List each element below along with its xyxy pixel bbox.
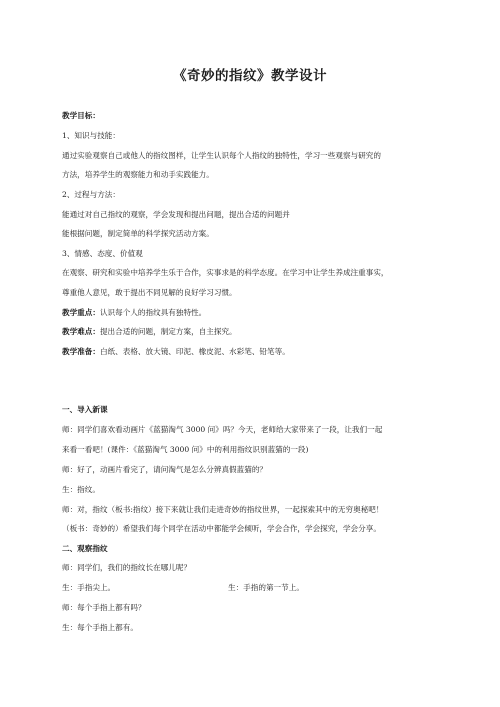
- teaching-difficulty: [62, 327, 237, 337]
- teaching-difficulty-text: 提出合适的问题，制定方案，自主探究。: [99, 327, 237, 336]
- section1-para1-line2: 来看一看吧！(课件：《蓝猫淘气 3000 问》中的利用指纹识别蓝猫的一段): [62, 445, 309, 454]
- section2-para3: 师：每个手指上都有吗？: [62, 603, 146, 612]
- teaching-preparation: [62, 347, 290, 357]
- section1-para4-line1: 师：对，指纹（板书:指纹）接下来就让我们走进奇妙的指纹世界，一起探索其中的无穷奥秘吧！: [62, 505, 384, 514]
- section1-para3: 生：指纹。: [62, 485, 100, 494]
- section2-para1: 师：同学们，我们的指纹长在哪儿呢？: [62, 563, 192, 572]
- section1-para4-line2: （板书：奇妙的）希望我们每个同学在活动中都能学会倾听，学会合作，学会探究，学会分享。: [62, 524, 381, 533]
- goals-heading: 教学目标：: [62, 111, 100, 120]
- section1-para2: 师：好了，动画片看完了，请问淘气是怎么分辨真假蓝猫的？: [62, 465, 268, 474]
- goal1-heading: 1、知识与技能：: [62, 131, 120, 140]
- teaching-preparation-text: 白纸、表格、放大镜、印泥、橡皮泥、水彩笔、铅笔等。: [99, 347, 290, 356]
- section1-heading: 一、导入新课: [62, 405, 108, 414]
- section2-heading: 二、观察指纹: [62, 544, 108, 553]
- goal1-text-line1: 通过实验观察自己或他人的指纹图样，让学生认识每个人指纹的独特性，学习一些观察与研究的: [62, 151, 381, 160]
- goal3-text-line2: 尊重他人意见，敢于提出不同见解的良好学习习惯。: [62, 288, 237, 297]
- teaching-focus: [62, 308, 206, 318]
- goal3-heading: 3、情感、态度、价值观: [62, 249, 143, 258]
- section2-para4: 生：每个手指上都有。: [62, 623, 138, 632]
- teaching-focus-label: 教学重点：: [62, 308, 100, 317]
- section2-para2-b: 生：手指的第一节上。: [228, 583, 304, 592]
- goal1-text-line2: 方法，培养学生的观察能力和动手实践能力。: [62, 170, 214, 179]
- teaching-focus-text: 认识每个人的指纹具有独特性。: [99, 308, 207, 317]
- document-title: 《奇妙的指纹》教学设计: [173, 68, 327, 84]
- teaching-difficulty-label: 教学难点：: [62, 327, 100, 336]
- section2-para2-a: 生：手指尖上。: [62, 583, 116, 592]
- goal2-text-line2: 能根据问题，制定简单的科学探究活动方案。: [62, 229, 214, 238]
- teaching-preparation-label: 教学准备：: [62, 347, 100, 356]
- section1-para1-line1: 师：同学们喜欢看动画片《蓝猫淘气 3000 问》吗？今天，老师给大家带来了一段，让我们一起: [62, 425, 383, 434]
- goal2-heading: 2、过程与方法：: [62, 190, 120, 199]
- goal2-text-line1: 能通过对自己指纹的观察，学会发现和提出问题，提出合适的问题并: [62, 210, 290, 219]
- goal3-text-line1: 在观察、研究和实验中培养学生乐于合作，实事求是的科学态度。在学习中让学生养成注重事实，: [62, 268, 389, 277]
